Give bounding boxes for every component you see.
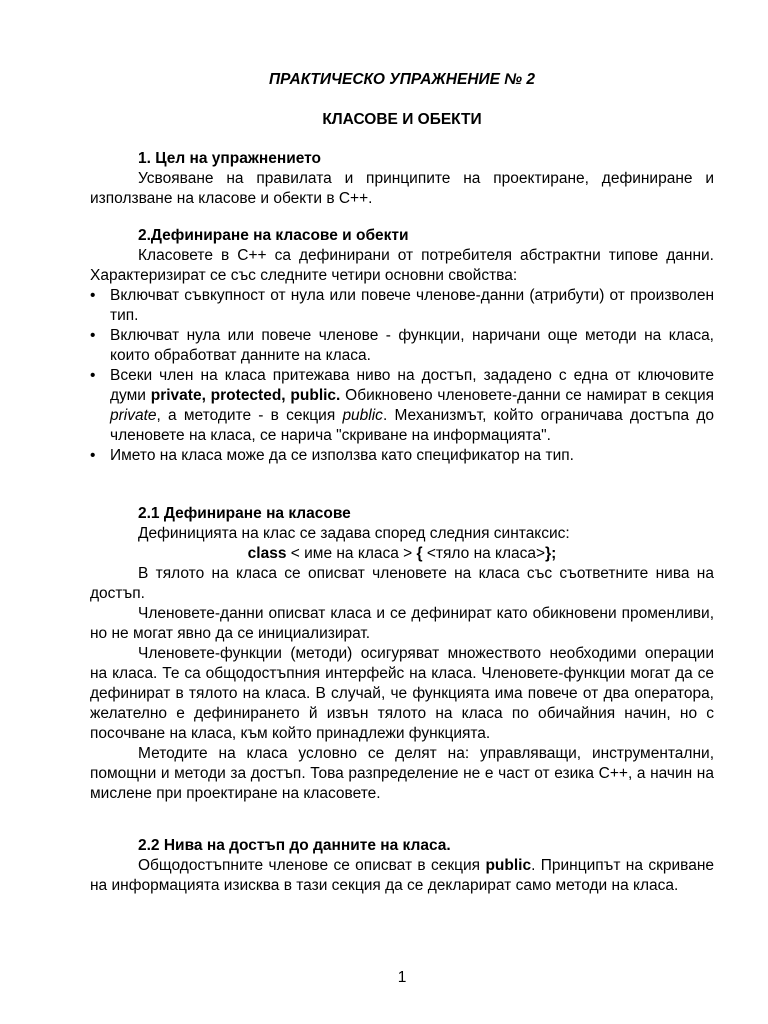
section-2-1	[90, 504, 714, 804]
section-2	[90, 226, 714, 466]
section-1-text: Усвояване на правилата и принципите на проектиране, дефиниране и използване на класове и обекти в С++.	[90, 170, 714, 207]
public-keyword: public	[342, 407, 383, 424]
document-subtitle: КЛАСОВЕ И ОБЕКТИ	[322, 111, 482, 128]
section-2-2-heading: 2.2 Нива на достъп до данните на класа.	[138, 837, 451, 854]
public-keyword: public	[485, 857, 532, 874]
class-syntax: class < име на класа > { <тяло на класа>};	[247, 545, 557, 562]
list-item: • Включват нула или повече членове - функции, наричани още методи на класа, които обработват данните на класа.	[90, 326, 714, 366]
private-keyword: private	[110, 407, 157, 424]
access-keywords: private, protected, public.	[150, 387, 341, 404]
page-number: 1	[397, 969, 407, 986]
section-2-1-paragraph: В тялото на класа се описват членовете на класа със съответните нива на достъп.	[90, 565, 714, 602]
section-2-1-paragraph: Методите на класа условно се делят на: управляващи, инструментални, помощни и методи за достъп. Това разпределение не е част от езика С++, а начин на мислене при проектиране на класовете.	[90, 745, 714, 802]
section-1	[90, 149, 714, 209]
section-1-heading: 1. Цел на упражнението	[138, 150, 322, 167]
list-item: • Всеки член на класа притежава ниво на достъп, зададено с една от ключовите думи private, protected, public. Обикновено членовете-данни се намират в секция private, а методите - в секция public. Механизмът, който ограничава достъпа до членовете на класа, се нарича "скриване на информацията".	[90, 366, 714, 446]
section-2-1-paragraph: Членовете-данни описват класа и се дефинират като обикновени променливи, но не могат явно да се инициализират.	[90, 605, 714, 642]
section-2-2	[90, 836, 714, 896]
section-2-1-paragraph: Членовете-функции (методи) осигуряват множеството необходими операции на класа. Те са общодостъпния интерфейс на класа. Членовете-функции могат да се дефинират в тялото на класа. В случай, че функцията има повече от два оператора, желателно е дефинирането й извън тялото на класа по обичайния начин, но с посочване на класа, към който принадлежи функцията.	[90, 645, 714, 742]
list-item: • Включват съвкупност от нула или повече членове-данни (атрибути) от произволен тип.	[90, 286, 714, 326]
section-2-1-intro: Дефиницията на клас се задава според следния синтаксис:	[138, 525, 570, 542]
section-2-heading: 2.Дефиниране на класове и обекти	[138, 227, 409, 244]
section-2-1-heading: 2.1 Дефиниране на класове	[138, 505, 351, 522]
properties-list	[90, 286, 714, 466]
list-item: • Името на класа може да се използва като спецификатор на тип.	[90, 446, 714, 466]
section-2-intro: Класовете в С++ са дефинирани от потребителя абстрактни типове данни. Характеризират се със следните четири основни свойства:	[90, 247, 714, 284]
document-title: ПРАКТИЧЕСКО УПРАЖНЕНИЕ № 2	[268, 71, 535, 88]
section-2-2-paragraph: Общодостъпните членове се описват в секция public. Принципът на скриване на информацията изисква в тази секция да се декларират само методи на класа.	[90, 857, 714, 894]
